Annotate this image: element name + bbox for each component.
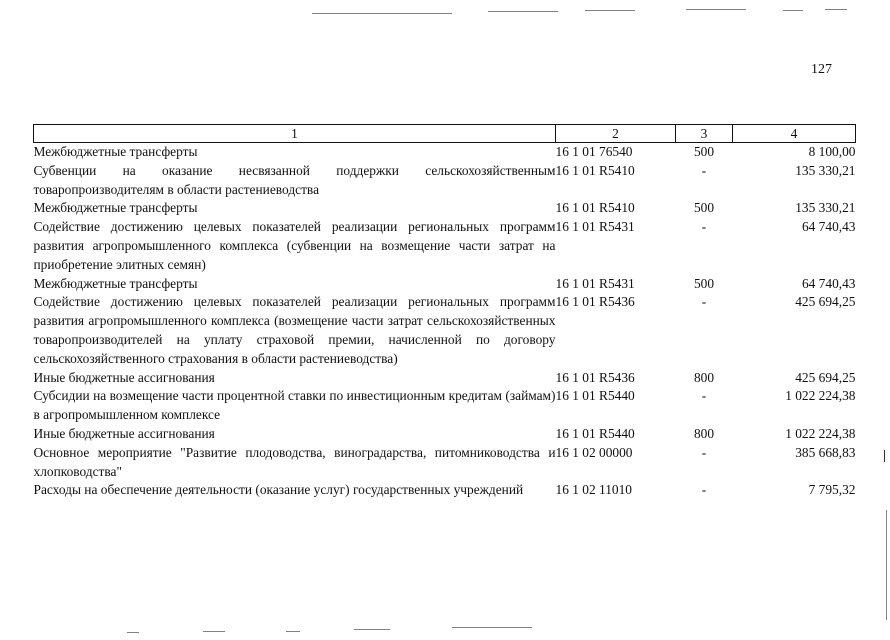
expense-type: - [701,482,707,498]
column-header-1: 1 [34,125,556,143]
column-header-4: 4 [733,125,856,143]
classification-code: 16 1 01 R5436 [555,294,635,310]
expense-type: - [701,444,707,460]
scan-artifact-line [686,9,746,10]
amount: 135 330,21 [795,162,856,178]
classification-code: 16 1 01 R5410 [555,162,635,178]
amount: 385 668,83 [795,444,856,460]
item-name: Межбюджетные трансферты [33,275,198,291]
amount: 425 694,25 [795,294,856,310]
amount: 64 740,43 [801,219,856,235]
table-row [34,162,856,200]
column-header-3: 3 [676,125,733,143]
amount: 7 795,32 [808,482,856,498]
item-name: Расходы на обеспечение деятельности (оказание услуг) государственных учреждений [33,482,524,498]
expense-type: 500 [693,144,715,159]
table-row [34,481,856,500]
expense-type: 500 [693,200,715,216]
expense-type: - [701,294,707,310]
budget-table [33,124,856,500]
scan-artifact-line [127,632,139,633]
table-row [34,369,856,388]
table-header-row [34,125,856,143]
item-name: Содействие достижению целевых показателей реализации региональных программ развития агропромышленного комплекса (возмещение части затрат сельскохозяйственных товаропроизводителей на уплату страховой премии, начисленной по договору сельскохозяйственного страхования в области растениеводства) [33,294,556,366]
page-number: 127 [811,62,832,77]
amount: 64 740,43 [801,275,856,291]
scan-artifact-edge [884,450,885,462]
classification-code: 16 1 01 R5440 [555,425,635,441]
item-name: Субсидии на возмещение части процентной ставки по инвестиционным кредитам (займам) в агропромышленном комплексе [33,388,556,423]
table-row [34,275,856,294]
item-name: Межбюджетные трансферты [33,144,198,159]
amount: 1 022 224,38 [785,425,856,441]
scan-artifact-line [488,11,558,12]
expense-type: - [701,388,707,404]
item-name: Иные бюджетные ассигнования [33,369,215,385]
table-row [34,444,856,482]
scan-artifact-line [286,631,300,632]
scan-artifact-line [203,631,225,632]
classification-code: 16 1 01 R5431 [555,219,635,235]
amount: 1 022 224,38 [785,388,856,404]
item-name: Основное мероприятие "Развитие плодоводства, виноградарства, питомниководства и хлопководства" [33,444,556,479]
expense-type: 800 [693,369,715,385]
scan-artifact-edge [886,510,887,620]
expense-type: - [701,162,707,178]
scan-artifact-line [452,627,532,628]
expense-type: - [701,219,707,235]
scan-artifact-line [783,10,803,11]
column-header-2: 2 [556,125,676,143]
amount: 135 330,21 [795,200,856,216]
classification-code: 16 1 01 76540 [555,144,633,159]
classification-code: 16 1 02 11010 [555,482,632,498]
scan-artifact-line [312,13,452,14]
table-row [34,387,856,425]
table-row [34,199,856,218]
table-row [34,218,856,274]
classification-code: 16 1 01 R5436 [555,369,635,385]
item-name: Содействие достижению целевых показателей реализации региональных программ развития агропромышленного комплекса (субвенции на возмещение части затрат на приобретение элитных семян) [33,219,556,272]
expense-type: 500 [693,275,715,291]
classification-code: 16 1 01 R5431 [555,275,635,291]
item-name: Субвенции на оказание несвязанной поддержки сельскохозяйственным товаропроизводителям в области растениеводства [33,162,556,197]
item-name: Межбюджетные трансферты [33,200,198,216]
classification-code: 16 1 02 00000 [555,444,633,460]
scan-artifact-line [585,10,635,11]
table-row [34,143,856,162]
classification-code: 16 1 01 R5440 [555,388,635,404]
item-name: Иные бюджетные ассигнования [33,425,215,441]
amount: 8 100,00 [808,144,856,159]
scan-artifact-line [354,629,390,630]
table-row [34,425,856,444]
classification-code: 16 1 01 R5410 [555,200,635,216]
expense-type: 800 [693,425,715,441]
amount: 425 694,25 [795,369,856,385]
scan-artifact-line [825,9,847,10]
table-row [34,293,856,368]
